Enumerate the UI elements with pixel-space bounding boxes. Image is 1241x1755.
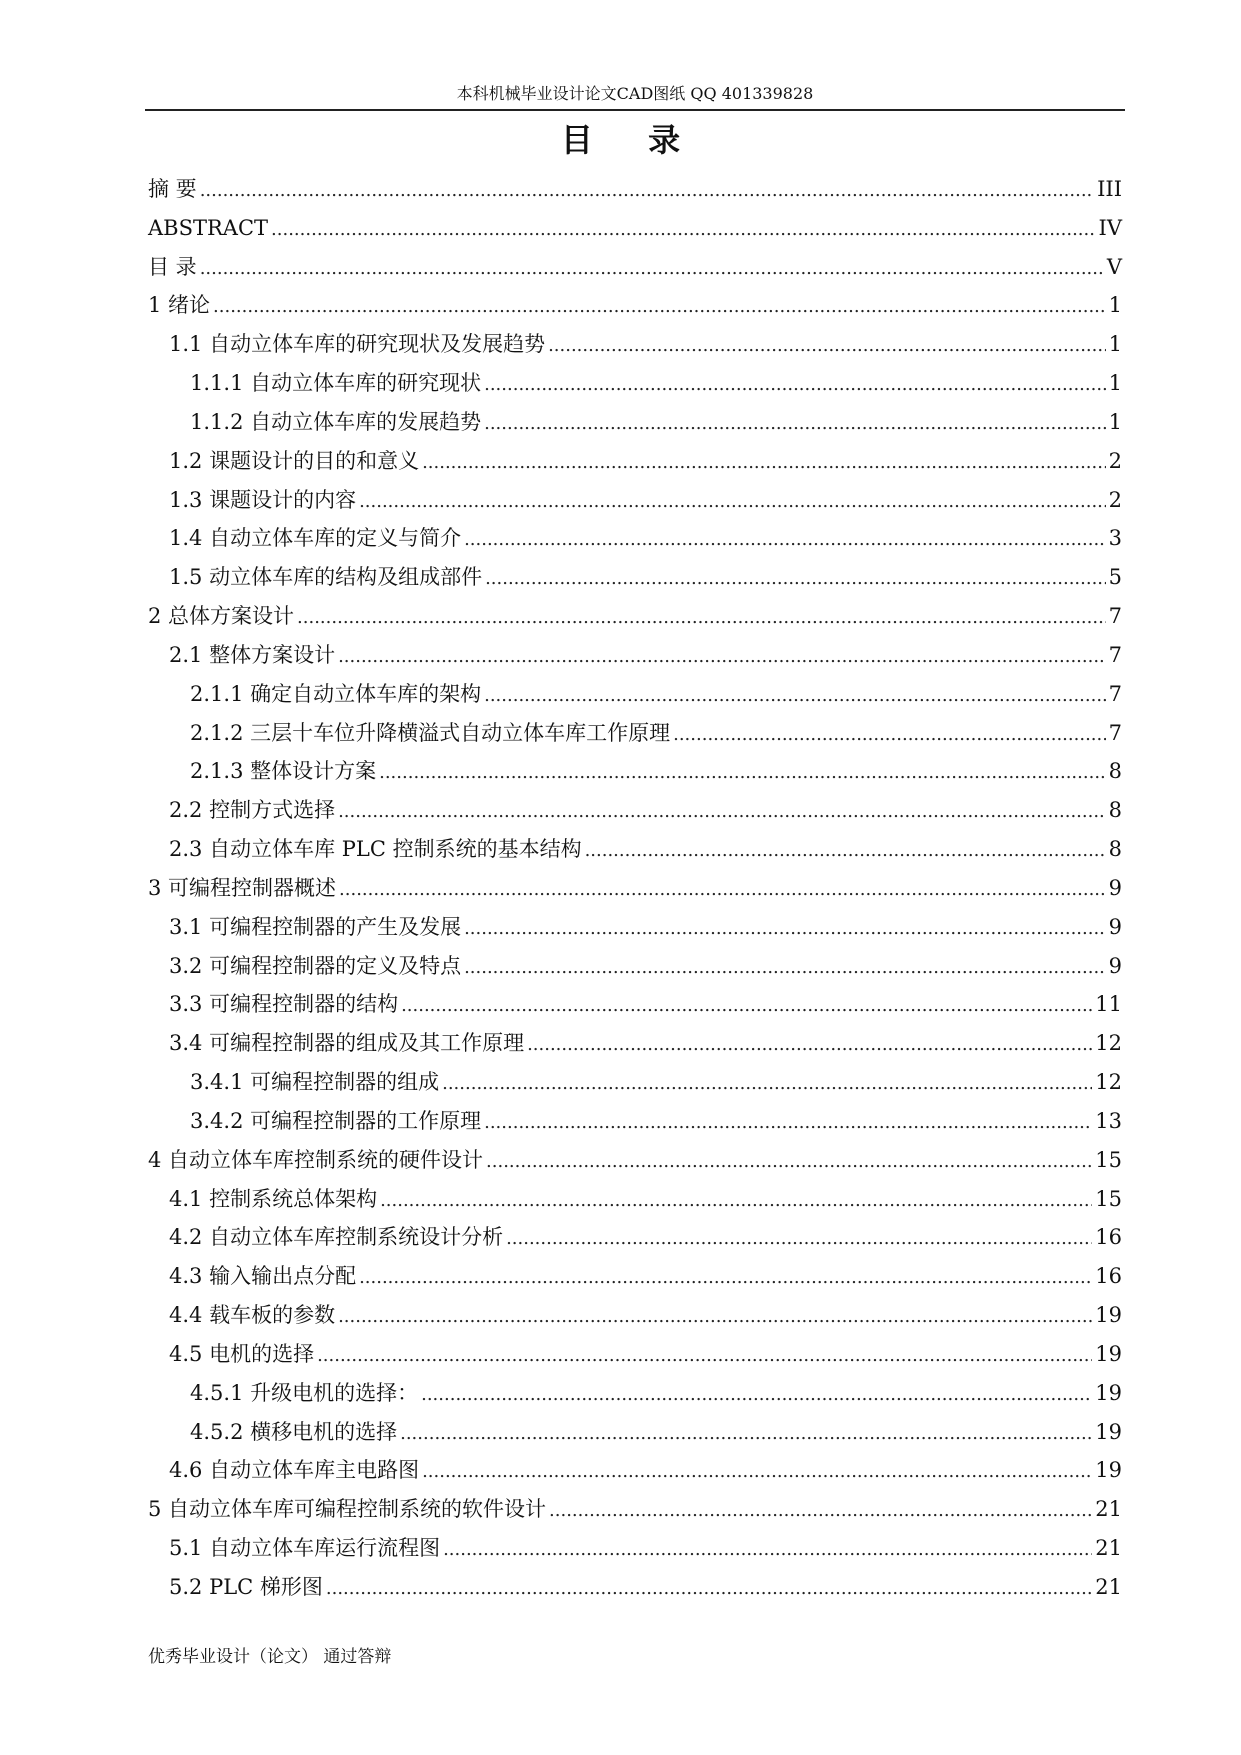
toc-dot-leader [400,1415,1092,1454]
toc-entry-page-number: 19 [1095,1341,1122,1366]
toc-dot-leader [359,483,1106,522]
toc-entry-label: 1.3 课题设计的内容 [169,487,357,512]
toc-entry [148,364,1122,403]
toc-entry-page-number: 8 [1108,759,1122,784]
toc-entry-label: 4 自动立体车库控制系统的硬件设计 [148,1147,484,1172]
page-footer [148,1645,391,1669]
toc-entry-label: 2.3 自动立体车库 PLC 控制系统的基本结构 [169,837,582,862]
toc-entry [148,597,1122,636]
toc-entry [148,675,1122,714]
toc-dot-leader [549,1492,1092,1531]
toc-dot-leader [484,405,1106,444]
toc-entry [148,1335,1122,1374]
toc-dot-leader [442,1065,1092,1104]
toc-dot-leader [464,521,1106,560]
toc-entry-page-number: 21 [1095,1535,1122,1560]
toc-entry-label: 摘 要 [148,177,197,201]
toc-entry-page-number: 19 [1095,1419,1122,1444]
toc-dot-leader [422,1453,1092,1492]
toc-entry [148,1141,1122,1180]
toc-entry [148,1024,1122,1063]
toc-entry-label: ABSTRACT [148,215,269,240]
toc-entry-label: 4.1 控制系统总体架构 [169,1186,378,1211]
toc-dot-leader [673,716,1106,755]
toc-entry-page-number: 19 [1095,1380,1122,1405]
toc-entry [148,403,1122,442]
toc-entry [148,791,1122,830]
toc-entry-page-number: III [1097,177,1122,201]
toc-entry-label: 1 绪论 [148,293,211,318]
toc-entry-label: 2.1 整体方案设计 [169,642,336,667]
toc-entry-page-number: 7 [1108,642,1122,667]
toc-entry-page-number: 7 [1108,720,1122,745]
toc-entry [148,1218,1122,1257]
toc-entry-page-number: 9 [1108,875,1122,900]
toc-entry-label: 1.1.1 自动立体车库的研究现状 [190,371,482,396]
toc-dot-leader [317,1337,1092,1376]
toc-dot-leader [548,327,1106,366]
toc-dot-leader [401,987,1092,1026]
toc-entry [148,714,1122,753]
toc-entry [148,558,1122,597]
toc-entry-label: 3 可编程控制器概述 [148,875,337,900]
toc-entry [148,170,1122,209]
toc-entry-page-number: 1 [1108,409,1122,434]
toc-entry [148,1180,1122,1219]
toc-entry-page-number: 11 [1095,992,1122,1017]
toc-dot-leader [338,793,1106,832]
page-header [145,83,1125,111]
toc-entry-page-number: V [1106,254,1122,279]
toc-entry [148,1529,1122,1568]
toc-entry-label: 2.2 控制方式选择 [169,798,336,823]
toc-entry-page-number: 2 [1108,448,1122,473]
toc-entry-label: 5.1 自动立体车库运行流程图 [169,1535,441,1560]
toc-dot-leader [421,1376,1092,1415]
table-of-contents [148,170,1122,1607]
toc-dot-leader [213,288,1106,327]
toc-dot-leader [464,910,1106,949]
footer-text: 优秀毕业设计（论文） 通过答辩 [148,1647,392,1667]
toc-entry-page-number: 21 [1095,1497,1122,1522]
toc-entry-page-number: 2 [1108,487,1122,512]
toc-entry-label: 1.1 自动立体车库的研究现状及发展趋势 [169,332,546,357]
toc-dot-leader [338,1298,1092,1337]
toc-entry-page-number: 8 [1108,837,1122,862]
toc-entry-page-number: 5 [1108,565,1122,590]
toc-entry-page-number: 9 [1108,953,1122,978]
toc-entry-page-number: 16 [1095,1264,1122,1289]
toc-entry [148,209,1122,248]
toc-entry-page-number: IV [1098,215,1122,240]
toc-entry-label: 3.4.2 可编程控制器的工作原理 [190,1108,482,1133]
toc-entry-page-number: 1 [1108,332,1122,357]
toc-entry [148,286,1122,325]
toc-dot-leader [326,1570,1092,1609]
toc-dot-leader [506,1220,1092,1259]
toc-dot-leader [359,1259,1092,1298]
toc-entry [148,248,1122,287]
toc-entry [148,1296,1122,1335]
toc-dot-leader [338,638,1106,677]
toc-dot-leader [443,1531,1092,1570]
toc-entry-page-number: 8 [1108,798,1122,823]
toc-entry-label: 2.1.1 确定自动立体车库的架构 [190,681,482,706]
toc-entry-label: 2.1.3 整体设计方案 [190,759,377,784]
toc-entry-label: 3.4.1 可编程控制器的组成 [190,1070,440,1095]
toc-entry [148,325,1122,364]
toc-entry-page-number: 15 [1095,1147,1122,1172]
toc-entry-label: 4.5.1 升级电机的选择： [190,1380,419,1405]
toc-dot-leader [464,949,1106,988]
toc-entry-label: 1.1.2 自动立体车库的发展趋势 [190,409,482,434]
toc-dot-leader [380,1182,1092,1221]
toc-dot-leader [484,1104,1092,1143]
toc-entry [148,1257,1122,1296]
toc-entry-page-number: 21 [1095,1574,1122,1599]
toc-entry-label: 2.1.2 三层十车位升降横溢式自动立体车库工作原理 [190,720,671,745]
toc-dot-leader [486,1143,1092,1182]
toc-entry [148,1102,1122,1141]
toc-entry-label: 2 总体方案设计 [148,604,295,629]
toc-entry-page-number: 19 [1095,1303,1122,1328]
toc-entry [148,947,1122,986]
toc-dot-leader [484,677,1106,716]
toc-entry [148,1451,1122,1490]
toc-entry [148,1490,1122,1529]
toc-dot-leader [200,172,1094,211]
toc-entry-label: 5.2 PLC 梯形图 [169,1574,323,1599]
toc-entry-label: 4.5 电机的选择 [169,1341,315,1366]
toc-entry [148,1063,1122,1102]
toc-dot-leader [585,832,1106,871]
toc-entry-label: 4.3 输入输出点分配 [169,1264,357,1289]
toc-dot-leader [484,366,1106,405]
toc-entry-page-number: 13 [1095,1108,1122,1133]
toc-dot-leader [297,599,1106,638]
toc-entry-label: 4.2 自动立体车库控制系统设计分析 [169,1225,504,1250]
page-title: 目 录 [560,121,703,159]
toc-entry [148,442,1122,481]
toc-entry-label: 1.4 自动立体车库的定义与简介 [169,526,462,551]
toc-entry [148,519,1122,558]
toc-entry-label: 1.5 动立体车库的结构及组成部件 [169,565,483,590]
toc-entry-label: 1.2 课题设计的目的和意义 [169,448,420,473]
toc-dot-leader [379,754,1106,793]
toc-entry-label: 3.1 可编程控制器的产生及发展 [169,914,462,939]
toc-entry-page-number: 1 [1108,293,1122,318]
toc-dot-leader [200,250,1104,289]
toc-entry-label: 5 自动立体车库可编程控制系统的软件设计 [148,1497,547,1522]
toc-entry [148,908,1122,947]
toc-entry [148,830,1122,869]
toc-entry-page-number: 1 [1108,371,1122,396]
toc-entry-page-number: 3 [1108,526,1122,551]
toc-entry [148,1568,1122,1607]
toc-entry [148,636,1122,675]
toc-entry [148,481,1122,520]
toc-dot-leader [271,211,1095,250]
toc-entry-page-number: 12 [1095,1031,1122,1056]
toc-entry-label: 4.6 自动立体车库主电路图 [169,1458,420,1483]
toc-dot-leader [339,871,1106,910]
toc-entry-page-number: 7 [1108,604,1122,629]
toc-entry [148,985,1122,1024]
toc-entry-page-number: 9 [1108,914,1122,939]
toc-entry-label: 3.4 可编程控制器的组成及其工作原理 [169,1031,525,1056]
toc-dot-leader [422,444,1106,483]
toc-entry-page-number: 16 [1095,1225,1122,1250]
toc-entry-label: 3.3 可编程控制器的结构 [169,992,399,1017]
toc-entry [148,752,1122,791]
toc-entry-label: 3.2 可编程控制器的定义及特点 [169,953,462,978]
toc-entry-page-number: 15 [1095,1186,1122,1211]
toc-entry [148,869,1122,908]
toc-entry-page-number: 12 [1095,1070,1122,1095]
toc-entry-page-number: 19 [1095,1458,1122,1483]
toc-entry-label: 4.5.2 横移电机的选择 [190,1419,398,1444]
toc-entry-label: 目 录 [148,254,197,279]
header-text: 本科机械毕业设计论文CAD图纸 QQ 401339828 [456,84,814,103]
toc-dot-leader [485,560,1106,599]
toc-entry [148,1413,1122,1452]
toc-entry [148,1374,1122,1413]
toc-entry-page-number: 7 [1108,681,1122,706]
toc-entry-label: 4.4 载车板的参数 [169,1303,336,1328]
toc-dot-leader [527,1026,1092,1065]
